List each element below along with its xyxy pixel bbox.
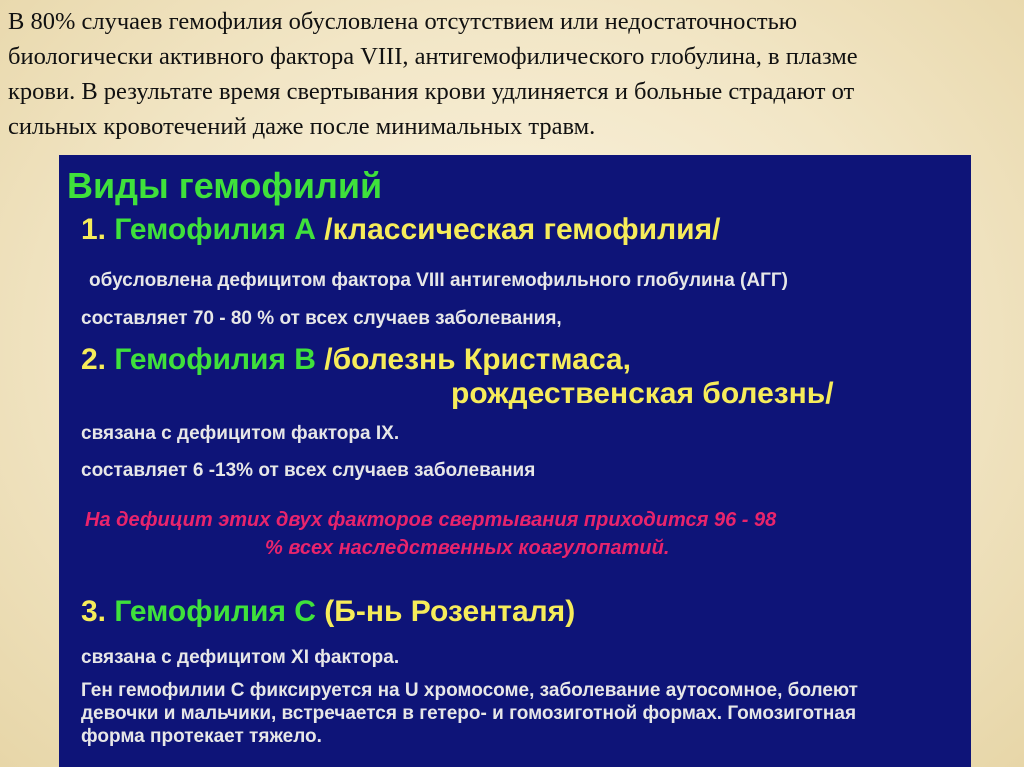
desc-line: девочки и мальчики, встречается в гетеро- и гомозиготной формах. Гомозиготная xyxy=(81,703,857,724)
cause-text: связана с xyxy=(81,647,178,668)
heading-number: 1. xyxy=(81,213,115,246)
heading-hemophilia-b xyxy=(81,343,631,377)
heading-number: 3. xyxy=(81,595,115,628)
cause-bold-text: дефицитом фактора VIII антигемофильного глобулина xyxy=(217,270,735,291)
heading-alias: /болезнь Кристмаса, xyxy=(324,343,631,376)
panel-title: Виды гемофилий xyxy=(67,165,383,206)
cause-hemophilia-c xyxy=(81,647,399,669)
intro-paragraph xyxy=(8,4,1008,144)
intro-line: сильных кровотечений даже после минимальных травм. xyxy=(8,113,596,140)
note-line: % всех наследственных коагулопатий. xyxy=(265,537,670,559)
heading-alias: /классическая гемофилия/ xyxy=(324,213,721,246)
heading-alias: (Б-нь Розенталя) xyxy=(324,595,576,628)
heading-hemophilia-a xyxy=(81,213,720,247)
cause-text: связана с xyxy=(81,423,178,444)
cause-hemophilia-a xyxy=(89,270,788,292)
cause-text: (АГГ) xyxy=(734,270,788,291)
heading-name: Гемофилия С xyxy=(114,595,325,628)
desc-line: Ген гемофилии С фиксируется на U хромосоме, заболевание аутосомное, болеют xyxy=(81,680,858,701)
note-line: На дефицит этих двух факторов свертывания приходится 96 - 98 xyxy=(85,509,777,531)
heading-hemophilia-c xyxy=(81,595,575,629)
heading-name: Гемофилия В xyxy=(114,343,325,376)
heading-name: Гемофилия А xyxy=(114,213,325,246)
intro-line: крови. В результате время свертывания крови удлиняется и больные страдают от xyxy=(8,78,855,105)
heading-alias-line2: рождественская болезнь/ xyxy=(451,377,834,410)
desc-line: форма протекает тяжело. xyxy=(81,726,322,747)
cause-text: обусловлена xyxy=(89,270,218,291)
slide-panel xyxy=(59,155,971,767)
cause-bold-text: дефицитом фактора IX. xyxy=(177,423,400,444)
share-hemophilia-b: составляет 6 -13% от всех случаев заболевания xyxy=(81,460,536,481)
heading-number: 2. xyxy=(81,343,115,376)
share-hemophilia-a: составляет 70 - 80 % от всех случаев заболевания, xyxy=(81,308,562,329)
intro-line: В 80% случаев гемофилия обусловлена отсутствием или недостаточностью xyxy=(8,8,798,35)
cause-hemophilia-b xyxy=(81,423,399,445)
cause-bold-text: дефицитом XI фактора. xyxy=(177,647,400,668)
intro-line: биологически активного фактора VIII, антигемофилического глобулина, в плазме xyxy=(8,43,858,70)
